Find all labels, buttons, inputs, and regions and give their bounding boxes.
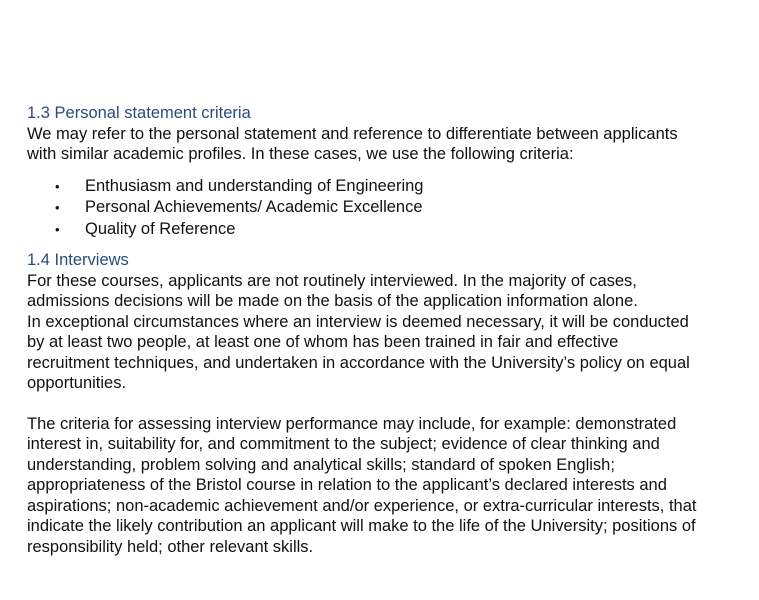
personal-statement-paragraph <box>27 124 753 165</box>
section-heading-personal-statement: 1.3 Personal statement criteria <box>27 104 251 122</box>
paragraph-line: admissions decisions will be made on the basis of the application information alone. <box>27 292 638 310</box>
paragraph-line: understanding, problem solving and analytical skills; standard of spoken English; <box>27 455 615 474</box>
paragraph-line: indicate the likely contribution an applicant will make to the life of the University; positions of <box>27 517 696 535</box>
bullet-item <box>27 219 753 241</box>
paragraph-spacer <box>27 394 753 414</box>
paragraph-line: The criteria for assessing interview performance may include, for example: demonstrated <box>27 414 677 433</box>
paragraph-line: recruitment techniques, and undertaken in accordance with the University’s policy on equal <box>27 353 690 372</box>
section-heading-interviews: 1.4 Interviews <box>27 251 129 269</box>
paragraph-line: by at least two people, at least one of whom has been trained in fair and effective <box>27 333 619 351</box>
bullet-item <box>27 176 753 198</box>
interviews-paragraph <box>27 271 753 394</box>
paragraph-line: For these courses, applicants are not routinely interviewed. In the majority of cases, <box>27 271 637 290</box>
bullet-text: Quality of Reference <box>85 219 236 238</box>
bullet-icon: • <box>55 178 60 194</box>
paragraph-line: responsibility held; other relevant skills. <box>27 537 314 556</box>
interview-criteria-paragraph <box>27 414 753 558</box>
criteria-bullet-list <box>27 176 753 241</box>
document-page <box>27 103 753 557</box>
paragraph-line: interest in, suitability for, and commitment to the subject; evidence of clear thinking and <box>27 435 660 453</box>
section-spacer <box>27 240 753 250</box>
bullet-text: Enthusiasm and understanding of Engineering <box>85 176 424 195</box>
bullet-item <box>27 197 753 219</box>
paragraph-line: In exceptional circumstances where an interview is deemed necessary, it will be conducted <box>27 312 689 331</box>
bullet-text: Personal Achievements/ Academic Excellence <box>85 198 423 216</box>
paragraph-line: opportunities. <box>27 374 127 392</box>
paragraph-line: We may refer to the personal statement and reference to differentiate between applicants <box>27 124 678 143</box>
bullet-icon: • <box>55 200 60 215</box>
paragraph-line: appropriateness of the Bristol course in relation to the applicant’s declared interests and <box>27 476 667 494</box>
bullet-icon: • <box>55 221 60 237</box>
paragraph-line: aspirations; non-academic achievement and/or experience, or extra-curricular interests, that <box>27 496 697 515</box>
paragraph-line: with similar academic profiles. In these cases, we use the following criteria: <box>27 145 574 163</box>
